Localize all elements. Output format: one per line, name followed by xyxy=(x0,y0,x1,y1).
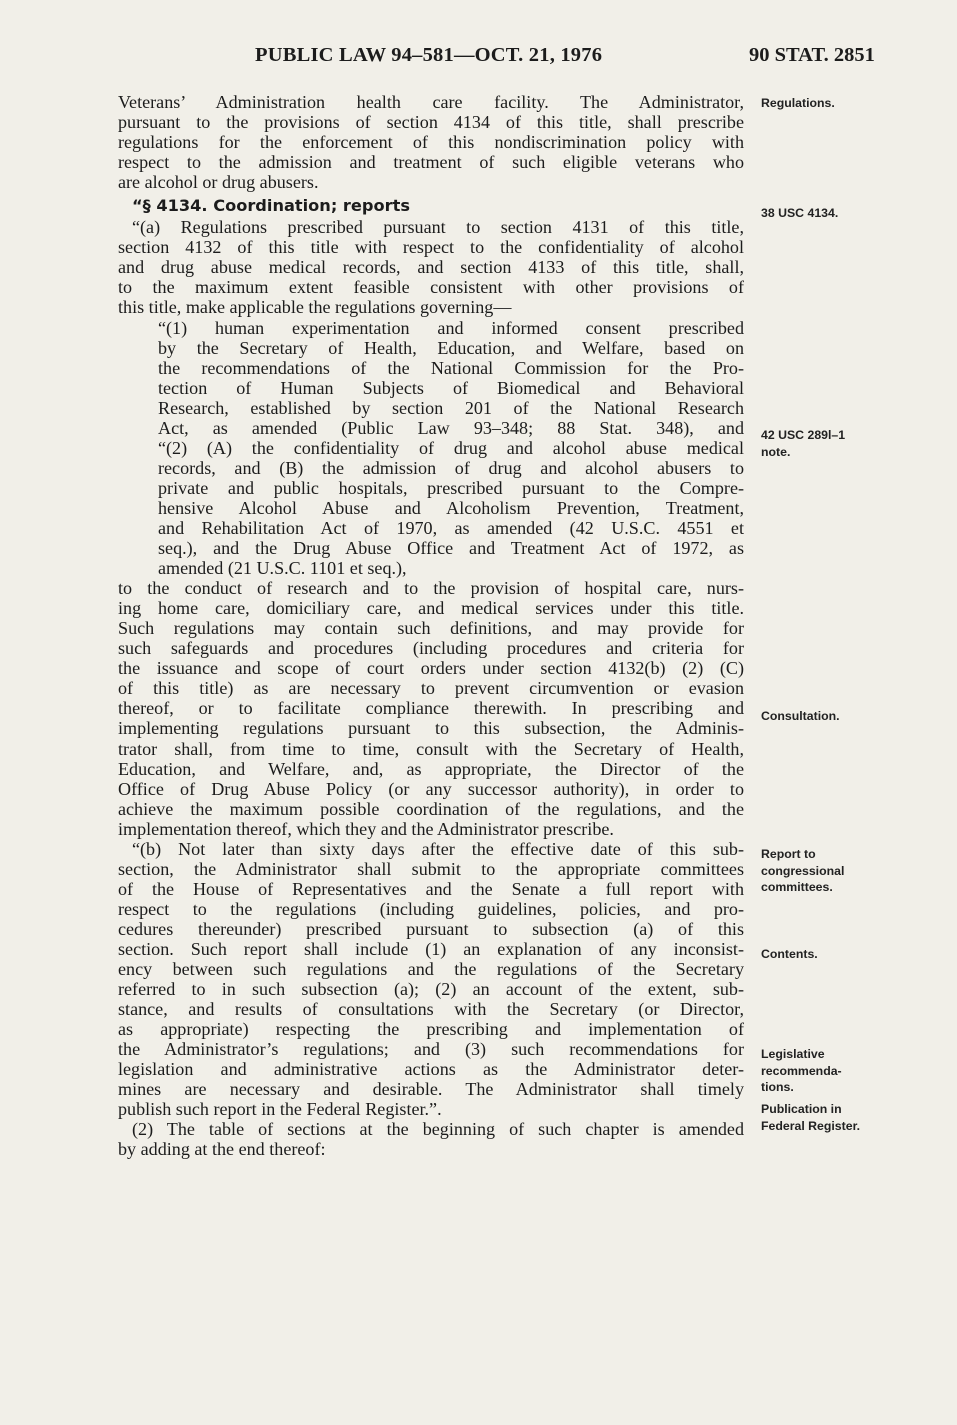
text-line: as appropriate) respecting the prescribing and implementation of xyxy=(118,1019,744,1040)
text-line: seq.), and the Drug Abuse Office and Treatment Act of 1972, as xyxy=(158,538,744,559)
text-line: such safeguards and procedures (including procedures and criteria for xyxy=(118,638,744,659)
text-line: Act, as amended (Public Law 93–348; 88 Stat. 348), and xyxy=(158,417,744,438)
text-line: cedures thereunder) prescribed pursuant to subsection (a) of this xyxy=(118,918,744,939)
text-line: “(1) human experimentation and informed consent prescribed xyxy=(158,317,744,338)
text-line: “(2) (A) the confidentiality of drug and alcohol abuse medical xyxy=(158,437,744,458)
text-line: implementation thereof, which they and the Administrator prescribe. xyxy=(118,818,614,839)
text-line: section 4132 of this title with respect to the confidentiality of alcohol xyxy=(118,237,744,258)
text-line: and drug abuse medical records, and section 4133 of this title, shall, xyxy=(118,257,744,278)
margin-note-report: Report to congressional committees. xyxy=(761,847,845,894)
text-line: “(a) Regulations prescribed pursuant to section 4131 of this title, xyxy=(132,217,744,238)
text-line: hensive Alcohol Abuse and Alcoholism Prevention, Treatment, xyxy=(158,497,744,518)
text-line: amended (21 U.S.C. 1101 et seq.), xyxy=(158,558,407,579)
margin-note-usc-4134: 38 USC 4134. xyxy=(761,206,839,220)
text-line: private and public hospitals, prescribed pursuant to the Compre- xyxy=(158,477,744,498)
margin-note-legislative: Legislative recommenda- tions. xyxy=(761,1047,842,1094)
margin-note-consultation: Consultation. xyxy=(761,709,840,723)
text-line: (2) The table of sections at the beginning of such chapter is amended xyxy=(132,1119,744,1140)
text-line: Research, established by section 201 of the National Research xyxy=(158,397,744,418)
text-line: Veterans’ Administration health care facility. The Administrator, xyxy=(118,92,744,112)
text-line: by the Secretary of Health, Education, and Welfare, based on xyxy=(158,337,744,358)
text-line: Education, and Welfare, and, as appropriate, the Director of the xyxy=(118,758,744,779)
text-line: respect to the regulations (including guidelines, policies, and pro- xyxy=(118,898,744,919)
text-line: by adding at the end thereof: xyxy=(118,1139,326,1160)
text-line: of this title) as are necessary to prevent circumvention or evasion xyxy=(118,678,744,699)
text-line: referred to in such subsection (a); (2) an account of the extent, sub- xyxy=(118,979,744,1000)
text-line: and Rehabilitation Act of 1970, as amended (42 U.S.C. 4551 et xyxy=(158,517,744,538)
text-line: Office of Drug Abuse Policy (or any successor authority), in order to xyxy=(118,778,744,799)
text-line: ing home care, domiciliary care, and medical services under this title. xyxy=(118,598,744,619)
text-line: tection of Human Subjects of Biomedical and Behavioral xyxy=(158,377,744,398)
text-line: publish such report in the Federal Register.”. xyxy=(118,1099,442,1120)
text-line: “(b) Not later than sixty days after the effective date of this sub- xyxy=(132,838,744,859)
header-title: PUBLIC LAW 94–581—OCT. 21, 1976 xyxy=(255,44,603,66)
text-line: pursuant to the provisions of section 4134 of this title, shall prescribe xyxy=(118,112,744,133)
text-line: the Administrator’s regulations; and (3) such recommendations for xyxy=(118,1039,744,1060)
text-line: Such regulations may contain such definitions, and may provide for xyxy=(118,618,744,639)
text-line: to the conduct of research and to the provision of hospital care, nurs- xyxy=(118,578,744,599)
text-line: mines are necessary and desirable. The Administrator shall timely xyxy=(118,1079,744,1100)
body-text xyxy=(118,92,744,1159)
text-line: records, and (B) the admission of drug and alcohol abusers to xyxy=(158,457,744,478)
section-heading: “§ 4134. Coordination; reports xyxy=(132,196,410,216)
text-line: ency between such regulations and the regulations of the Secretary xyxy=(118,959,744,980)
text-line: implementing regulations pursuant to this subsection, the Adminis- xyxy=(118,718,744,739)
page-header xyxy=(0,44,957,74)
margin-note-publication: Publication in Federal Register. xyxy=(761,1102,861,1133)
text-line: the issuance and scope of court orders under section 4132(b) (2) (C) xyxy=(118,658,744,679)
header-statute-page: 90 STAT. 2851 xyxy=(749,44,875,66)
text-line: legislation and administrative actions as the Administrator deter- xyxy=(118,1059,744,1080)
text-line: of the House of Representatives and the Senate a full report with xyxy=(118,878,744,899)
text-line: this title, make applicable the regulations governing— xyxy=(118,297,512,318)
text-line: to the maximum extent feasible consistent with other provisions of xyxy=(118,277,744,298)
text-line: respect to the admission and treatment of such eligible veterans who xyxy=(118,152,744,173)
text-line: stance, and results of consultations with the Secretary (or Director, xyxy=(118,999,744,1020)
margin-note-usc-289l: 42 USC 289l–1 note. xyxy=(761,428,846,459)
text-line: thereof, or to facilitate compliance therewith. In prescribing and xyxy=(118,698,744,719)
text-line: are alcohol or drug abusers. xyxy=(118,172,319,193)
text-line: section. Such report shall include (1) an explanation of any inconsist- xyxy=(118,938,744,959)
margin-note-contents: Contents. xyxy=(761,947,818,961)
margin-note-regulations: Regulations. xyxy=(761,96,835,110)
text-line: the recommendations of the National Commission for the Pro- xyxy=(158,357,744,378)
text-line: regulations for the enforcement of this nondiscrimination policy with xyxy=(118,132,744,153)
text-line: section, the Administrator shall submit to the appropriate committees xyxy=(118,858,744,879)
text-line: trator shall, from time to time, consult with the Secretary of Health, xyxy=(118,738,744,759)
text-line: achieve the maximum possible coordination of the regulations, and the xyxy=(118,798,744,819)
